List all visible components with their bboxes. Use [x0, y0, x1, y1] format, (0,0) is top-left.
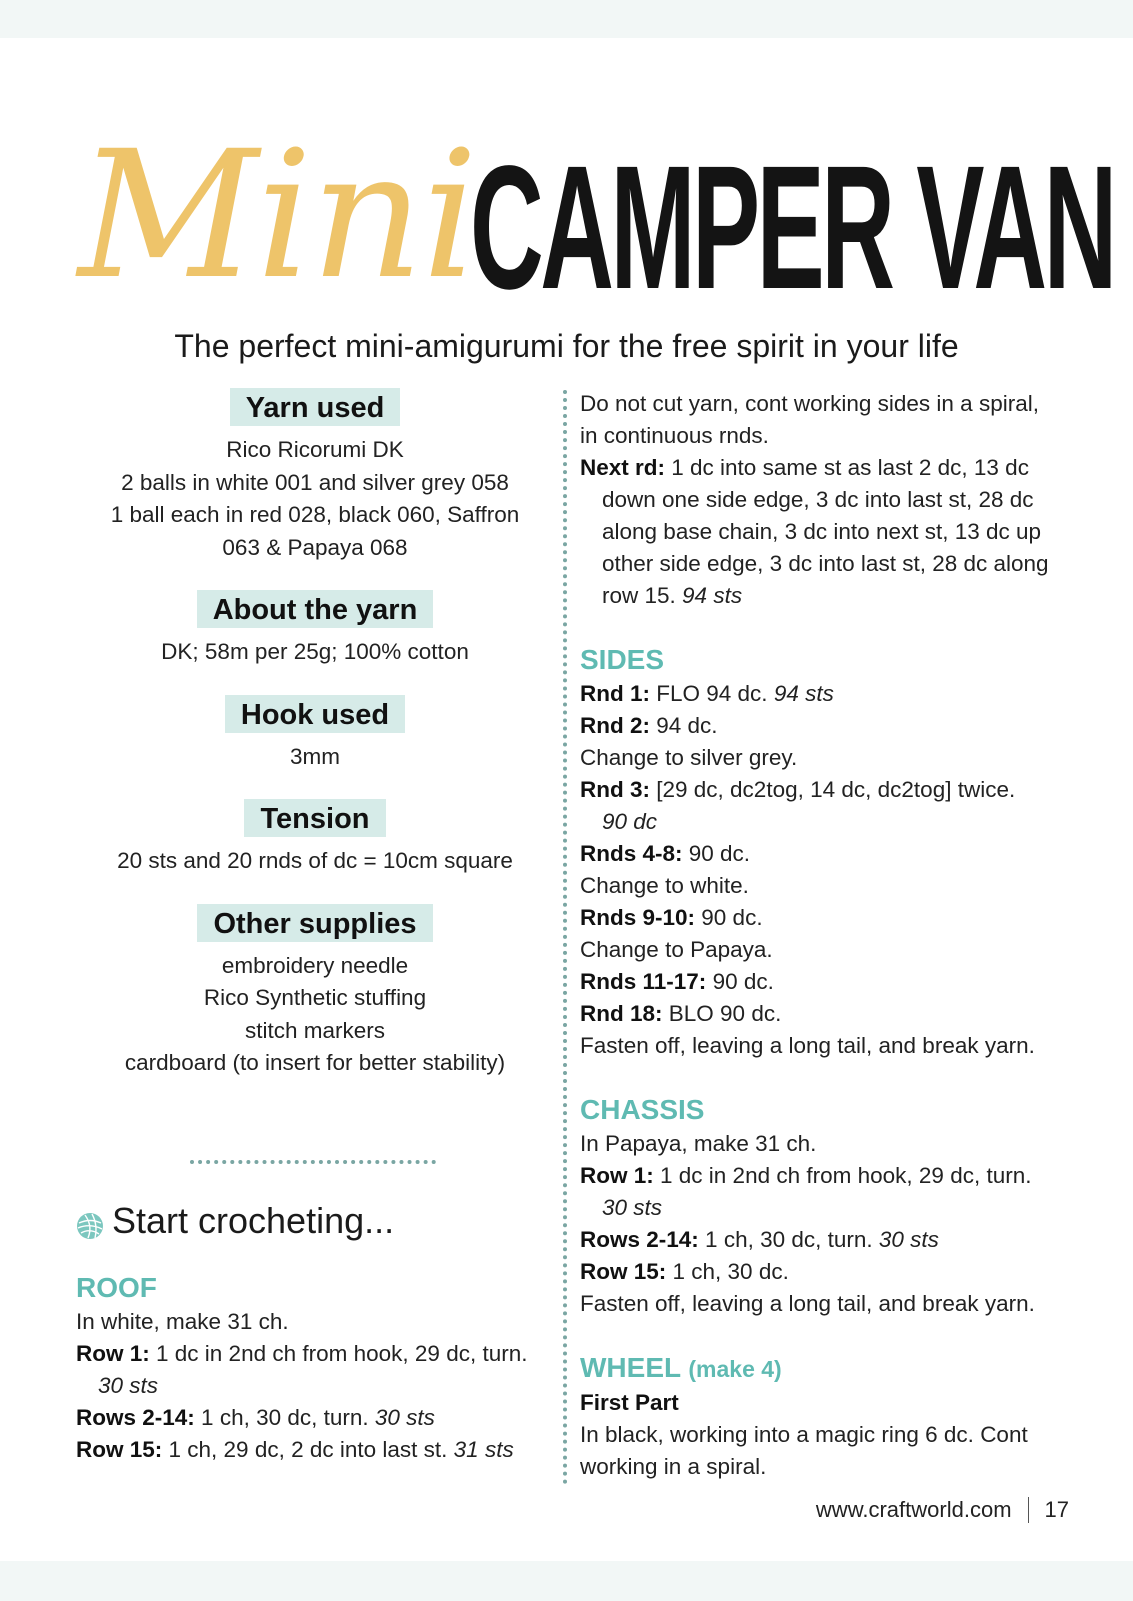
wheel-heading-note: (make 4): [688, 1356, 782, 1382]
other-supplies-section: [70, 904, 560, 1080]
dotted-separator: [190, 1160, 436, 1164]
right-column: [580, 388, 1060, 1483]
page-number: 17: [1044, 1497, 1069, 1522]
title-main: CAMPER VAN: [470, 130, 1114, 326]
left-column: [70, 388, 560, 1080]
hook-used-heading: Hook used: [225, 695, 405, 733]
next-round: Next rd: 1 dc into same st as last 2 dc, 13 dc: [580, 455, 1029, 480]
yarn-line: 1 ball each in red 028, black 060, Saffron: [110, 502, 520, 527]
roof-section: [76, 1270, 556, 1466]
chassis-heading: CHASSIS: [580, 1094, 705, 1125]
bottom-band: [0, 1561, 1133, 1601]
sides-rnd-2: Rnd 2: 94 dc.: [580, 713, 718, 738]
chassis-row-15: Row 15: 1 ch, 30 dc.: [580, 1259, 789, 1284]
column-divider: [563, 390, 567, 1485]
sides-change: Change to white.: [580, 873, 749, 898]
next-round-line: other side edge, 3 dc into last st, 28 dc along: [602, 551, 1049, 576]
supply-item: Rico Synthetic stuffing: [203, 985, 427, 1010]
start-crocheting-title: Start crocheting...: [112, 1200, 395, 1241]
continue-line: in continuous rnds.: [580, 423, 769, 448]
yarn-used-heading: Yarn used: [230, 388, 401, 426]
wheel-line: working in a spiral.: [580, 1454, 767, 1479]
chassis-line: In Papaya, make 31 ch.: [580, 1131, 817, 1156]
yarn-line: 063 & Papaya 068: [222, 534, 408, 560]
wheel-heading: WHEEL (make 4): [580, 1352, 782, 1383]
title-script: Mini: [78, 113, 477, 318]
tension-section: [70, 799, 560, 878]
hook-used-section: [70, 695, 560, 774]
chassis-row-1: Row 1: 1 dc in 2nd ch from hook, 29 dc, turn.: [580, 1163, 1032, 1188]
start-crocheting-heading: [76, 1200, 394, 1242]
yarn-line: 2 balls in white 001 and silver grey 058: [121, 469, 509, 495]
sides-fasten-off: Fasten off, leaving a long tail, and break yarn.: [580, 1033, 1035, 1058]
chassis-row-1-count: 30 sts: [602, 1195, 663, 1220]
about-yarn-section: [70, 590, 560, 669]
tension-heading: Tension: [244, 799, 385, 837]
page-footer: [816, 1497, 1069, 1523]
sides-heading: SIDES: [580, 644, 665, 675]
sides-rnds-11-17: Rnds 11-17: 90 dc.: [580, 969, 774, 994]
roof-rows-2-14: Rows 2-14: 1 ch, 30 dc, turn. 30 sts: [76, 1405, 435, 1430]
sides-rnds-9-10: Rnds 9-10: 90 dc.: [580, 905, 763, 930]
supply-item: embroidery needle: [221, 952, 409, 978]
top-band: [0, 0, 1133, 38]
about-yarn-heading: About the yarn: [197, 590, 434, 628]
next-round-line: down one side edge, 3 dc into last st, 28 dc: [602, 487, 1034, 512]
roof-row-1-count: 30 sts: [98, 1373, 159, 1398]
supply-item: cardboard (to insert for better stability): [124, 1050, 506, 1075]
footer-url: www.craftworld.com: [815, 1497, 1012, 1522]
yarn-used-section: [70, 388, 560, 564]
sides-rnd-3: Rnd 3: [29 dc, dc2tog, 14 dc, dc2tog] twice.: [580, 777, 1016, 802]
roof-line: In white, make 31 ch.: [76, 1309, 289, 1334]
chassis-rows-2-14: Rows 2-14: 1 ch, 30 dc, turn. 30 sts: [580, 1227, 939, 1252]
other-supplies-heading: Other supplies: [197, 904, 432, 942]
wheel-line: In black, working into a magic ring 6 dc. Cont: [580, 1422, 1028, 1447]
footer-divider: [1028, 1497, 1029, 1523]
wheel-subheading: First Part: [580, 1390, 679, 1415]
yarn-line: Rico Ricorumi DK: [226, 437, 404, 462]
sides-rnd-18: Rnd 18: BLO 90 dc.: [580, 1001, 782, 1026]
about-yarn-line: DK; 58m per 25g; 100% cotton: [161, 639, 469, 664]
sides-change: Change to Papaya.: [580, 937, 773, 962]
next-round-line: row 15. 94 sts: [602, 583, 743, 608]
tension-line: 20 sts and 20 rnds of dc = 10cm square: [117, 848, 513, 873]
roof-heading: ROOF: [76, 1272, 157, 1303]
yarn-ball-icon: [76, 1207, 104, 1235]
sides-rnd-3-count: 90 dc: [602, 809, 658, 834]
sides-change: Change to silver grey.: [580, 745, 798, 770]
hook-size: 3mm: [290, 743, 340, 769]
next-round-line: along base chain, 3 dc into next st, 13 dc up: [602, 519, 1042, 544]
sides-rnd-1: Rnd 1: FLO 94 dc. 94 sts: [580, 681, 834, 706]
continue-line: Do not cut yarn, cont working sides in a spiral,: [580, 391, 1039, 416]
roof-row-1: Row 1: 1 dc in 2nd ch from hook, 29 dc, turn.: [76, 1341, 528, 1366]
roof-row-15: Row 15: 1 ch, 29 dc, 2 dc into last st. 31 sts: [76, 1437, 514, 1462]
supply-item: stitch markers: [244, 1017, 386, 1043]
subtitle: The perfect mini-amigurumi for the free spirit in your life: [174, 328, 959, 364]
chassis-fasten-off: Fasten off, leaving a long tail, and break yarn.: [580, 1291, 1035, 1316]
sides-rnds-4-8: Rnds 4-8: 90 dc.: [580, 841, 751, 866]
